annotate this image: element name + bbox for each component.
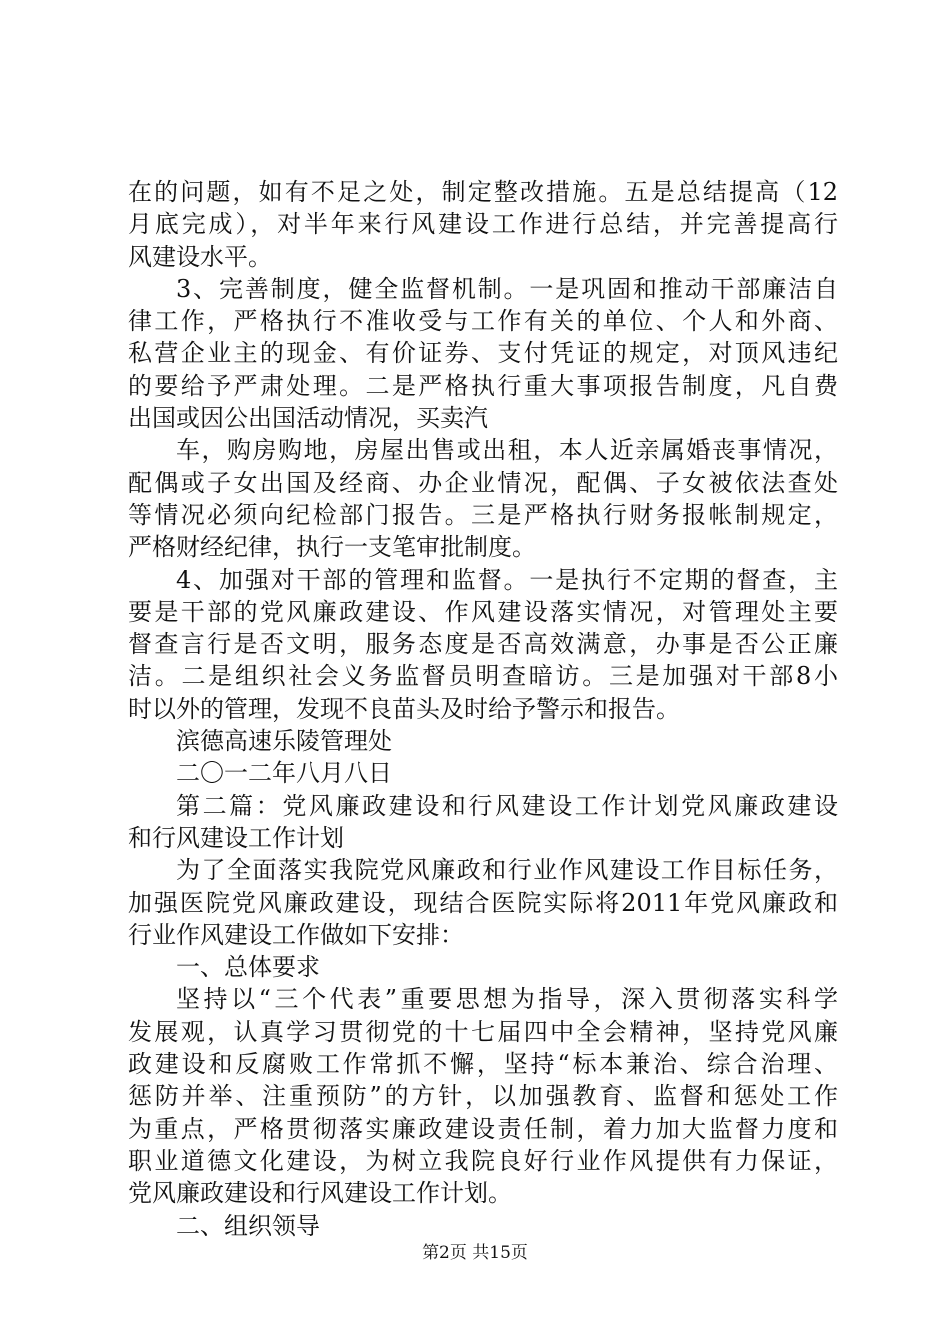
text-line: 风建设水平。 [128, 242, 272, 271]
text-line: 在的问题，如有不足之处，制定整改措施。五是总结提高（12 [128, 178, 838, 206]
text-line: 惩防并举、注重预防”的方针，以加强教育、监督和惩处工作 [128, 1082, 838, 1111]
text-line: 加强医院党风廉政建设，现结合医院实际将2011年党风廉政和 [128, 888, 838, 917]
text-line: 洁。二是组织社会义务监督员明查暗访。三是加强对干部8小 [128, 662, 838, 691]
text-line: 时以外的管理，发现不良苗头及时给予警示和报告。 [128, 694, 680, 723]
text-line: 车，购房购地，房屋出售或出租，本人近亲属婚丧事情况， [176, 436, 838, 465]
text-line: 4、加强对干部的管理和监督。一是执行不定期的督查，主 [176, 565, 838, 594]
text-line: 行业作风建设工作做如下安排： [128, 920, 464, 949]
page-footer: 第2页 共15页 [422, 1243, 528, 1263]
section-heading: 和行风建设工作计划 [128, 823, 344, 852]
signature-org: 滨德高速乐陵管理处 [176, 727, 392, 756]
subsection-heading: 二、组织领导 [176, 1211, 320, 1240]
text-line: 党风廉政建设和行风建设工作计划。 [128, 1179, 512, 1208]
signature-date: 二〇一二年八月八日 [176, 759, 392, 788]
text-line: 发展观，认真学习贯彻党的十七届四中全会精神，坚持党风廉 [128, 1017, 838, 1046]
text-line: 3、完善制度，健全监督机制。一是巩固和推动干部廉洁自 [176, 274, 838, 303]
text-line: 等情况必须向纪检部门报告。三是严格执行财务报帐制规定， [128, 500, 838, 529]
text-line: 严格财经纪律，执行一支笔审批制度。 [128, 533, 536, 562]
text-line: 月底完成），对半年来行风建设工作进行总结，并完善提高行 [128, 210, 838, 239]
text-line: 出国或因公出国活动情况，买卖汽 [128, 404, 488, 433]
text-line: 配偶或子女出国及经商、办企业情况，配偶、子女被依法查处 [128, 468, 838, 497]
text-line: 坚持以“三个代表”重要思想为指导，深入贯彻落实科学 [176, 985, 838, 1014]
text-line: 律工作，严格执行不准收受与工作有关的单位、个人和外商、 [128, 307, 838, 336]
text-line: 职业道德文化建设，为树立我院良好行业作风提供有力保证， [128, 1146, 838, 1175]
section-heading: 第二篇：党风廉政建设和行风建设工作计划党风廉政建设 [176, 791, 838, 820]
text-line: 私营企业主的现金、有价证券、支付凭证的规定，对顶风违纪 [128, 339, 838, 368]
text-line: 要是干部的党风廉政建设、作风建设落实情况，对管理处主要 [128, 597, 838, 626]
text-line: 为重点，严格贯彻落实廉政建设责任制，着力加大监督力度和 [128, 1114, 838, 1143]
text-line: 的要给予严肃处理。二是严格执行重大事项报告制度，凡自费 [128, 371, 838, 400]
text-line: 政建设和反腐败工作常抓不懈，坚持“标本兼治、综合治理、 [128, 1050, 838, 1079]
text-line: 为了全面落实我院党风廉政和行业作风建设工作目标任务， [176, 856, 838, 885]
text-line: 督查言行是否文明，服务态度是否高效满意，办事是否公正廉 [128, 630, 838, 659]
subsection-heading: 一、总体要求 [176, 953, 320, 982]
document-body [128, 176, 838, 1242]
